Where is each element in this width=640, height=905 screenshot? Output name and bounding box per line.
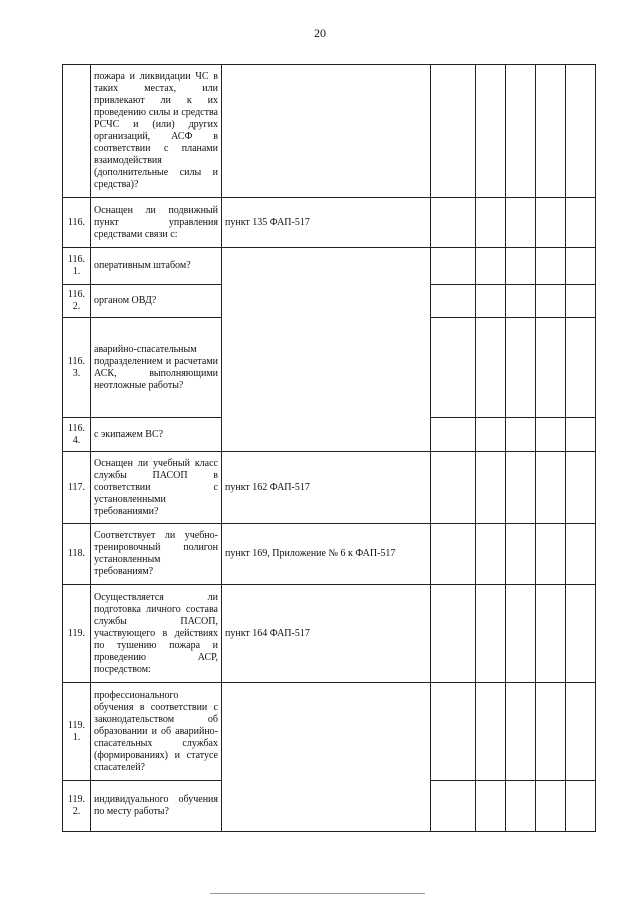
answer-cell[interactable] [476,524,506,585]
answer-cell[interactable] [566,285,596,318]
table-row [63,585,596,683]
answer-cell[interactable] [566,585,596,683]
answer-cell[interactable] [536,65,566,198]
answer-cell[interactable] [476,248,506,285]
answer-cell[interactable] [536,318,566,418]
answer-cell[interactable] [506,248,536,285]
answer-cell[interactable] [431,683,476,781]
answer-cell[interactable] [506,285,536,318]
answer-cell[interactable] [476,65,506,198]
legal-reference: пункт 135 ФАП-517 [222,198,431,248]
answer-cell[interactable] [566,198,596,248]
answer-cell[interactable] [431,585,476,683]
table-row [63,524,596,585]
legal-reference: пункт 164 ФАП-517 [222,585,431,683]
answer-cell[interactable] [536,248,566,285]
checklist-table [62,64,596,832]
answer-cell[interactable] [566,524,596,585]
legal-reference [222,65,431,198]
answer-cell[interactable] [431,781,476,832]
answer-cell[interactable] [476,585,506,683]
row-number: 116. 1. [63,248,91,285]
row-number [63,65,91,198]
answer-cell[interactable] [506,418,536,452]
question-text: аварийно-спасательным подразделением и расчетами АСК, выполняющими неотложные работы? [91,318,222,418]
answer-cell[interactable] [431,285,476,318]
answer-cell[interactable] [506,198,536,248]
answer-cell[interactable] [476,285,506,318]
answer-cell[interactable] [506,585,536,683]
answer-cell[interactable] [506,65,536,198]
page-number: 20 [314,26,326,40]
answer-cell[interactable] [566,452,596,524]
answer-cell[interactable] [431,198,476,248]
answer-cell[interactable] [536,524,566,585]
table-row [63,452,596,524]
question-text: оперативным штабом? [91,248,222,285]
question-text: органом ОВД? [91,285,222,318]
table-row [63,248,596,285]
answer-cell[interactable] [506,318,536,418]
answer-cell[interactable] [476,452,506,524]
table-row [63,198,596,248]
answer-cell[interactable] [506,683,536,781]
answer-cell[interactable] [431,65,476,198]
answer-cell[interactable] [566,781,596,832]
answer-cell[interactable] [476,318,506,418]
answer-cell[interactable] [506,781,536,832]
answer-cell[interactable] [566,65,596,198]
answer-cell[interactable] [536,418,566,452]
question-text: Оснащен ли подвижный пункт управления средствами связи с: [91,198,222,248]
answer-cell[interactable] [431,452,476,524]
legal-reference: пункт 169, Приложение № 6 к ФАП-517 [222,524,431,585]
question-text: профессионального обучения в соответствии с законодательством об образовании и об аварийно-спасательных службах (формированиях) и статусе спасателей? [91,683,222,781]
row-number: 118. [63,524,91,585]
question-text: с экипажем ВС? [91,418,222,452]
answer-cell[interactable] [566,418,596,452]
answer-cell[interactable] [566,318,596,418]
question-text: Осуществляется ли подготовка личного состава службы ПАСОП, участвующего в действиях по тушению пожара и проведению АСР, посредством: [91,585,222,683]
answer-cell[interactable] [476,683,506,781]
row-number: 116. [63,198,91,248]
answer-cell[interactable] [476,781,506,832]
row-number: 116. 4. [63,418,91,452]
answer-cell[interactable] [431,524,476,585]
answer-cell[interactable] [476,198,506,248]
question-text: пожара и ликвидации ЧС в таких местах, или привлекают ли к их проведению силы и средства РСЧС и (или) других организаций, АСФ в соответствии с планами взаимодействия (дополнительные силы и средства)? [91,65,222,198]
row-number: 117. [63,452,91,524]
answer-cell[interactable] [431,318,476,418]
answer-cell[interactable] [431,248,476,285]
row-number: 116. 3. [63,318,91,418]
answer-cell[interactable] [566,683,596,781]
legal-reference [222,683,431,832]
answer-cell[interactable] [536,683,566,781]
row-number: 119. 1. [63,683,91,781]
bottom-divider [210,893,425,894]
answer-cell[interactable] [536,781,566,832]
answer-cell[interactable] [506,452,536,524]
answer-cell[interactable] [536,452,566,524]
answer-cell[interactable] [536,585,566,683]
answer-cell[interactable] [536,198,566,248]
answer-cell[interactable] [566,248,596,285]
question-text: Соответствует ли учебно-тренировочный полигон установленным требованиям? [91,524,222,585]
row-number: 119. 2. [63,781,91,832]
answer-cell[interactable] [476,418,506,452]
legal-reference [222,248,431,452]
table-row [63,683,596,781]
question-text: индивидуального обучения по месту работы? [91,781,222,832]
legal-reference: пункт 162 ФАП-517 [222,452,431,524]
answer-cell[interactable] [536,285,566,318]
answer-cell[interactable] [431,418,476,452]
answer-cell[interactable] [506,524,536,585]
row-number: 119. [63,585,91,683]
row-number: 116. 2. [63,285,91,318]
table-row [63,65,596,198]
question-text: Оснащен ли учебный класс службы ПАСОП в соответствии с установленными требованиями? [91,452,222,524]
